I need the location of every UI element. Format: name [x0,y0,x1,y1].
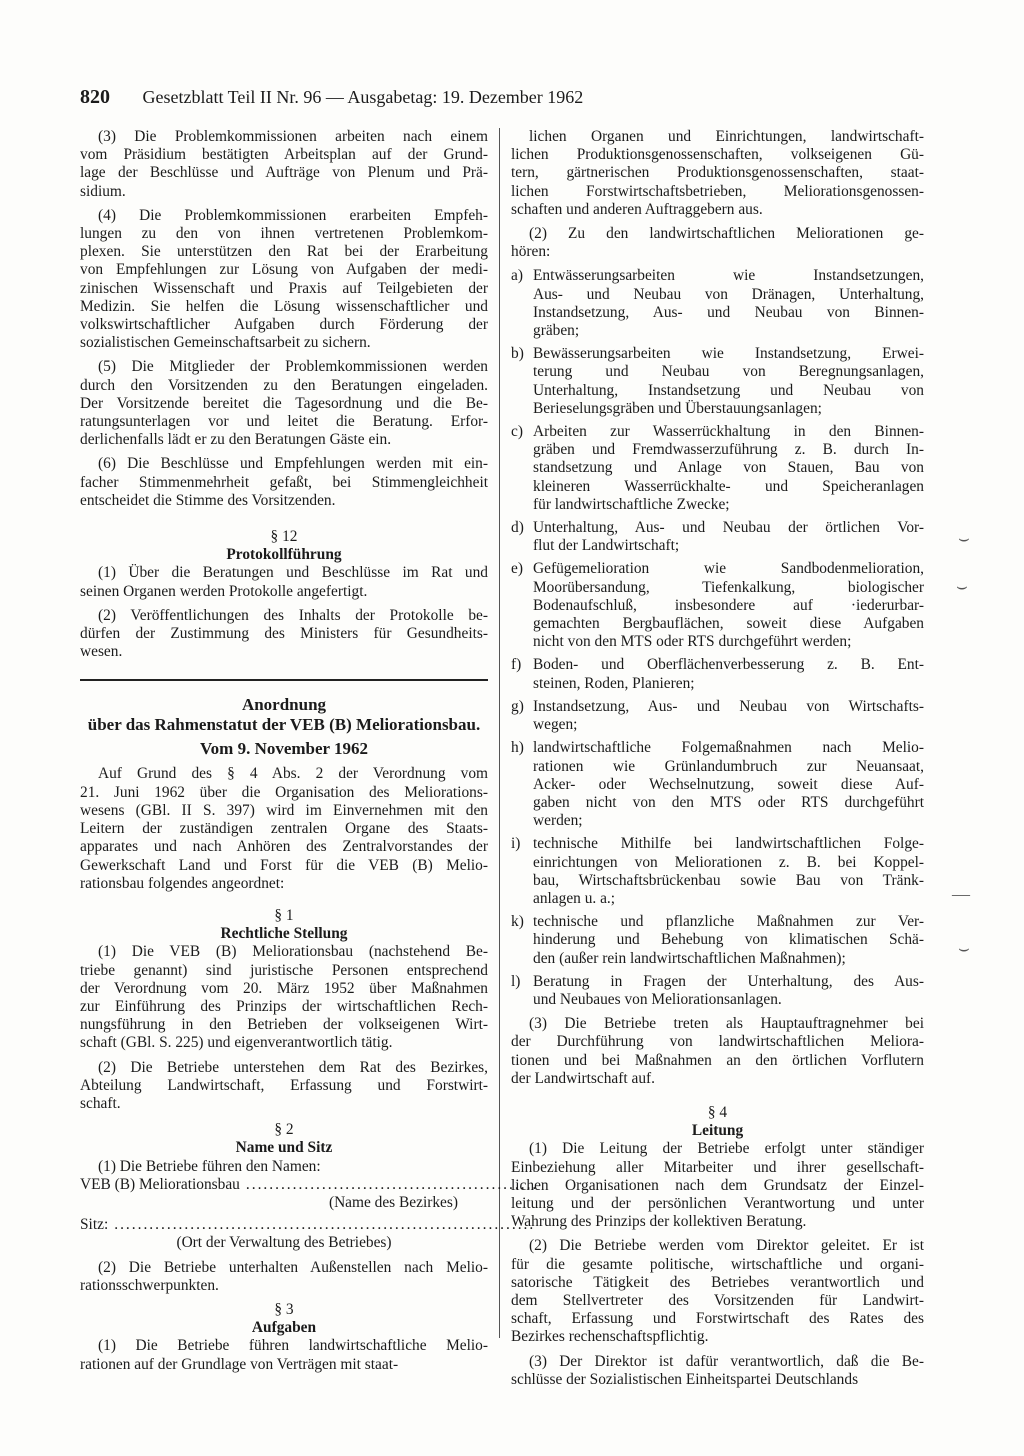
text-line: technische und pflanzliche Maßnahmen zur Ver- [533,913,924,931]
text-line: Boden- und Oberflächenverbesserung z. B. Ent- [533,656,924,674]
text-line: Leitern der zuständigen zentralen Organe des Staats- [80,820,488,838]
text-line: Wahrung des Prinzips der kollektiven Beratung. [511,1213,807,1231]
section-12-paragraph-2 [80,607,488,662]
text-line: gräben; [533,322,580,340]
text-line: Beratung in Fragen der Unterhaltung, des Aus- [533,972,924,990]
text-line: hinderung und Behebung von klimatischen Schä- [533,931,924,949]
list-item-label: h) [511,739,524,757]
text-line: rationsbau folgendes angeordnet: [80,874,285,892]
list-item [511,560,924,651]
section-3-continuation [511,128,924,219]
ordinance-title: Anordnung [241,695,327,715]
text-line: kleineren Wasserrückhalte- und Speicheranlagen [533,477,924,495]
text-line: Berieselungsgräben und Überstauungsanlagen; [533,399,822,417]
preamble [80,765,488,892]
list-item [511,835,924,908]
text-line: apparates und nach Anhören des Zentralvorstandes der [80,838,488,856]
text-line: (5) Die Mitglieder der Problemkommissionen werden [98,358,488,376]
text-line: Entwässerungsarbeiten wie Instandsetzungen, [533,267,924,285]
text-line: steinen, Roden, Planieren; [533,674,695,692]
name-line [80,1175,539,1194]
name-hint: (Name des Bezirkes) [328,1193,458,1211]
text-line: 21. Juni 1962 über die Organisation des Meliorations- [80,783,488,801]
list-item [511,656,924,692]
section-3-title: Aufgaben [251,1319,317,1337]
text-line: Abteilung Landwirtschaft, Erfassung und Forstwirt- [80,1076,488,1094]
text-line: (1) Die Leitung der Betriebe erfolgt unter ständiger [529,1140,924,1158]
text-line: lichen Organisationen nach dem Grundsatz der Einzel- [511,1176,924,1194]
text-line: (3) Der Direktor ist dafür verantwortlich, daß die Be- [529,1352,924,1370]
section-12-title: Protokollführung [226,546,342,564]
text-line: lichen Produktionsgenossenschaften, volkseigenen Gü- [511,146,924,164]
text-line: ratungsunterlagen vor und leitet die Beratung. Erfor- [80,413,488,431]
list-item-text [533,913,924,968]
name-dots: .................................................. [245,1175,539,1193]
text-line: anlagen u. a.; [533,889,616,907]
text-line: vom Präsidium bestätigten Arbeitsplan auf der Grund- [80,146,488,164]
text-line: (2) Die Betriebe werden vom Direktor geleitet. Er ist [529,1237,924,1255]
text-line: (2) Zu den landwirtschaftlichen Meliorationen ge- [529,225,924,243]
text-line: sidium. [80,182,126,200]
text-line: von Empfehlungen zur Lösung von Aufgaben der medi- [80,261,488,279]
section-4-paragraph-1 [511,1140,924,1231]
text-line: schaft (GBl. S. 225) und eigenverantwortlich tätig. [80,1034,393,1052]
list-item-label: f) [511,656,522,674]
text-line: wegen; [533,716,578,734]
text-line: Unterhaltung, Instandsetzung und Neubau von [533,381,924,399]
sitz-label: Sitz: [80,1216,109,1234]
text-line: (3) Die Problemkommissionen arbeiten nach einem [98,128,488,145]
section-3-paragraph-1 [80,1337,488,1373]
section-divider [80,679,488,681]
text-line: (2) Die Betriebe unterhalten Außenstellen nach Melio- [98,1258,488,1276]
text-line: seinen Organen werden Protokolle angefertigt. [80,582,368,600]
text-line: Moorübersandung, Tiefenkalkung, biologischer [533,578,924,596]
text-line: leitung und der persönlichen Verantwortung und unter [511,1194,924,1212]
text-line: Einbeziehung aller Mitarbeiter und ihrer gesellschaft- [511,1158,924,1176]
paragraph-5 [80,358,488,449]
text-line: (4) Die Problemkommissionen erarbeiten Empfeh- [98,206,488,224]
list-item-text [533,973,924,1009]
text-line: zinischen Wissenschaft und Praxis auf Teilgebieten der [80,279,488,297]
text-line: derlichenfalls lädt er zu den Beratungen Gäste ein. [80,431,392,449]
company-name: VEB (B) Meliorationsbau [80,1175,240,1193]
melioration-list [511,267,924,1009]
text-line: Medizin. Sie helfen die Lösung wissenschaftlicher und [80,297,488,315]
sitz-dots: ........................................................................ [114,1216,536,1234]
text-line: für die gesamte politische, wirtschaftliche und organi- [511,1255,924,1273]
page-number: 820 [80,86,110,108]
text-line: flut der Landwirtschaft; [533,537,680,555]
list-item [511,423,924,514]
text-line: sozialistischen Gemeinschaftsarbeit zu sichern. [80,334,371,352]
text-line: (1) Die Betriebe führen landwirtschaftliche Melio- [98,1337,488,1355]
text-line: (6) Die Beschlüsse und Empfehlungen werden mit ein- [98,455,488,473]
list-item-label: e) [511,560,523,578]
ordinance-subtitle: über das Rahmenstatut der VEB (B) Meliorationsbau. [87,715,481,735]
text-line: schaft, Erfassung und Forstwirtschaft des Rates des [511,1310,924,1328]
text-line: Unterhaltung, Aus- und Neubau der örtlichen Vor- [533,519,924,537]
text-line: und Neubaues von Meliorationsanlagen. [533,990,782,1008]
text-line: tern, gärtnerischen Produktionsgenossenschaften, staat- [511,164,924,182]
margin-pencil-mark: ⌣ [958,938,970,958]
list-item-label: i) [511,835,521,853]
text-line: Gewerkschaft Land und Forst für die VEB (B) Melio- [80,856,488,874]
text-line: (2) Veröffentlichungen des Inhalts der Protokolle be- [98,606,488,624]
text-line: landwirtschaftliche Folgemaßnahmen nach Melio- [533,739,924,757]
list-item [511,519,924,555]
text-line: satorische Tätigkeit des Betriebes verantwortlich und [511,1273,924,1291]
text-line: Instandsetzung, Aus- und Neubau von Binnen- [533,303,924,321]
paragraph-4 [80,207,488,353]
section-3-paragraph-3 [511,1015,924,1088]
list-item-text [533,656,924,692]
list-item-text [533,560,924,651]
list-item [511,345,924,418]
section-1-paragraph-1 [80,943,488,1052]
text-line: einrichtungen von Meliorationen z. B. bei Koppel- [533,853,924,871]
list-item-text [533,739,924,830]
text-line: rationen auf der Grundlage von Verträgen mit staat- [80,1355,399,1373]
text-line: der Landwirtschaft auf. [511,1069,656,1087]
list-item [511,913,924,968]
list-item-label: a) [511,267,523,285]
text-line: (2) Die Betriebe unterstehen dem Rat des Bezirkes, [98,1058,488,1076]
list-item-label: d) [511,519,524,537]
text-line: (3) Die Betriebe treten als Hauptauftragnehmer bei [529,1015,924,1033]
text-line: schlüsse der Sozialistischen Einheitspartei Deutschlands [511,1370,859,1388]
section-1-paragraph-2 [80,1059,488,1114]
text-line: lichen Forstwirtschaftsbetrieben, Meliorationsgenossen- [511,182,924,200]
text-line: entscheidet die Stimme des Vorsitzenden. [80,491,336,509]
text-line: lage der Beschlüsse und Aufträge von Plenum und Prä- [80,164,488,182]
text-line: lichen Organen und Einrichtungen, landwirtschaft- [529,128,924,145]
section-2-title: Name und Sitz [235,1139,333,1157]
section-2-number: § 2 [274,1121,294,1139]
list-item-label: g) [511,697,524,715]
text-line: dem Stellvertreter des Vorsitzenden für Landwirt- [511,1291,924,1309]
text-line: Arbeiten zur Wasserrückhaltung in den Binnen- [533,423,924,441]
list-item-text [533,835,924,908]
list-item [511,739,924,830]
text-line: den (außer rein landwirtschaftlichen Maßnahmen); [533,949,846,967]
margin-pencil-mark: ⌣ [958,528,970,548]
section-3-number: § 3 [274,1300,294,1318]
text-line: tionen und bei Maßnahmen an den örtlichen Vorflutern [511,1051,924,1069]
list-item [511,973,924,1009]
section-1-title: Rechtliche Stellung [220,925,348,943]
text-line: gräben und Fremdwasserzuführung z. B. durch In- [533,441,924,459]
section-2-paragraph-1: (1) Die Betriebe führen den Namen: [98,1157,321,1175]
paragraph-3 [80,128,488,201]
text-line: durch den Vorsitzenden zu den Beratungen eingeladen. [80,376,488,394]
section-3-paragraph-2 [511,225,924,261]
list-item-text [533,519,924,555]
text-line: nicht von den MTS oder RTS durchgeführt werden; [533,633,852,651]
text-line: nungsführung in den Betrieben der volkseigenen Wirt- [80,1016,488,1034]
text-line: für landwirtschaftliche Zwecke; [533,495,730,513]
text-line: volkswirtschaftlicher Aufgaben durch Förderung der [80,316,488,334]
list-item-label: k) [511,913,524,931]
text-line: lungen zu den von ihnen vertretenen Problemkom- [80,225,488,243]
text-line: triebe genannt) sind juristische Personen entsprechend [80,961,488,979]
text-line: plexen. Sie unterstützen den Rat bei der Erarbeitung [80,243,488,261]
list-item-text [533,267,924,340]
text-line: der Verordnung vom 20. März 1952 über Maßnahmen [80,979,488,997]
right-column [511,128,924,1395]
margin-pencil-mark: — [952,884,970,904]
text-line: schaften und anderen Auftraggebern aus. [511,200,763,218]
left-column [80,128,539,1380]
list-item [511,267,924,340]
text-line: schaft. [80,1094,121,1112]
list-item-text [533,698,924,734]
text-line: Instandsetzung, Aus- und Neubau von Wirtschafts- [533,697,924,715]
text-line: wesens (GBl. II S. 397) wird im Einvernehmen mit den [80,801,488,819]
running-title: Gesetzblatt Teil II Nr. 96 — Ausgabetag: 19. Dezember 1962 [142,87,584,107]
text-line: facher Stimmenmehrheit gefaßt, bei Stimmengleichheit [80,473,488,491]
margin-pencil-mark: ⌣ [956,576,968,596]
sitz-line [80,1216,536,1234]
ordinance-date: Vom 9. November 1962 [199,739,369,759]
text-line: gaben nicht von den MTS oder RTS durchgeführt [533,793,924,811]
page-header [80,86,740,109]
list-item-text [533,345,924,418]
text-line: rationen wie Grünlandumbruch zur Neuansaat, [533,757,924,775]
text-line: (1) Über die Beratungen und Beschlüsse im Rat und [98,564,488,582]
section-12-number: § 12 [270,528,298,546]
section-4-paragraph-3 [511,1353,924,1389]
section-1-number: § 1 [274,906,294,924]
text-line: werden; [533,812,583,830]
section-12-paragraph-1 [80,564,488,600]
text-line: der Durchführung von landwirtschaftlichen Meliora- [511,1033,924,1051]
text-line: hören: [511,243,551,261]
list-item-label: b) [511,345,524,363]
text-line: Bodenaufschluß, insbesondere auf ·iederurbar- [533,596,924,614]
text-line: technische Mithilfe bei landwirtschaftlichen Folge- [533,835,924,853]
text-line: Auf Grund des § 4 Abs. 2 der Verordnung vom [98,765,488,783]
text-line: Bewässerungsarbeiten wie Instandsetzung, Erwei- [533,345,924,363]
text-line: gemachten Bergbauflächen, soweit diese Aufgaben [533,615,924,633]
text-line: zur Einführung des Prinzips der wirtschaftlichen Rech- [80,997,488,1015]
section-4-number: § 4 [707,1103,728,1121]
text-line: bau, Wirtschaftsbrückenbau sowie Bau von Tränk- [533,871,924,889]
paragraph-6 [80,455,488,510]
text-line: Der Vorsitzende bereitet die Tagesordnung und die Be- [80,394,488,412]
list-item-label: l) [511,972,521,990]
text-line: Acker- oder Wechselnutzung, soweit diese Auf- [533,775,924,793]
section-2-paragraph-2 [80,1259,488,1295]
text-line: (1) Die VEB (B) Meliorationsbau (nachstehend Be- [98,943,488,961]
text-line: wesen. [80,643,123,661]
text-line: Gefügemelioration wie Sandbodenmelioration, [533,560,924,578]
list-item [511,698,924,734]
list-item-label: c) [511,423,523,441]
text-line: Aus- und Neubau von Dränagen, Unterhaltung, [533,285,924,303]
column-divider [499,128,500,1338]
text-line: dürfen der Zustimmung des Ministers für Gesundheits- [80,625,488,643]
list-item-text [533,423,924,514]
text-line: rationsschwerpunkten. [80,1276,219,1294]
section-4-title: Leitung [691,1122,744,1140]
section-4-paragraph-2 [511,1237,924,1346]
text-line: Bezirkes rechenschaftspflichtig. [511,1328,709,1346]
text-line: terung und Neubau von Beregnungsanlagen, [533,363,924,381]
text-line: standsetzung und Anlage von Stauen, Bau von [533,459,924,477]
sitz-hint: (Ort der Verwaltung des Betriebes) [176,1234,392,1252]
